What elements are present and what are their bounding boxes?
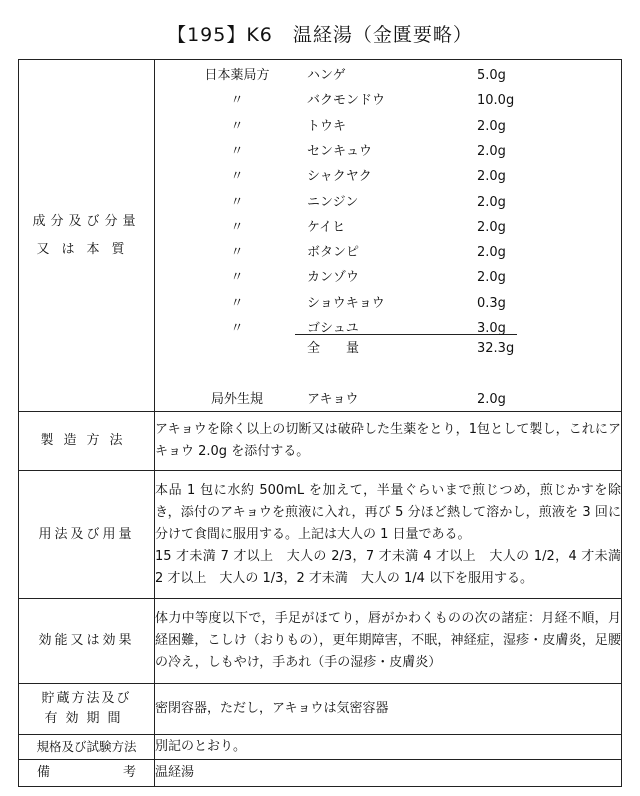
ingredient-name: トウキ <box>307 118 347 134</box>
ingredient-amount: 10.0g <box>477 93 515 109</box>
ingredient-source: 〃 <box>230 169 244 185</box>
efficacy-label: 効能又は効果 <box>19 599 155 684</box>
ingredient-name: シャクヤク <box>307 169 372 185</box>
ingredient-source: 〃 <box>230 295 244 311</box>
ingredient-row <box>155 217 595 241</box>
ingredient-amount: 2.0g <box>477 194 506 210</box>
ingredient-source: 〃 <box>230 118 244 134</box>
ingredient-row <box>155 242 595 266</box>
ingredient-amount: 2.0g <box>477 169 506 185</box>
spec-text: 別記のとおり。 <box>155 735 622 760</box>
ingredient-row <box>155 141 595 165</box>
ingredient-amount: 5.0g <box>477 68 506 83</box>
composition-label-line2: 又は本質 <box>36 241 137 257</box>
manufacturing-text: アキョウを除く以上の切断又は破砕した生薬をとり，1包として製し，これにアキョウ 2.0g を添付する。 <box>155 412 622 471</box>
ingredient-amount: 2.0g <box>477 143 506 159</box>
ingredient-amount: 32.3g <box>477 341 515 356</box>
ingredient-source: 局外生規 <box>210 392 263 407</box>
ingredient-row <box>155 293 595 317</box>
composition-label <box>19 60 155 412</box>
ingredient-name: ゴシュユ <box>307 321 359 336</box>
ingredient-amount: 2.0g <box>477 392 506 407</box>
storage-label-line1: 貯蔵方法及び <box>41 691 132 706</box>
monograph-table <box>18 59 622 787</box>
ingredient-source: 〃 <box>230 93 244 109</box>
remarks-label: 備 考 <box>19 760 155 787</box>
ingredient-name: ケイヒ <box>307 219 346 235</box>
ingredient-name: 全 量 <box>307 341 360 356</box>
ingredient-amount: 2.0g <box>477 118 506 134</box>
ingredient-row <box>155 90 595 114</box>
ingredient-list <box>155 63 621 408</box>
spec-label: 規格及び試験方法 <box>19 735 155 760</box>
ingredient-row <box>155 116 595 140</box>
ingredient-name: ニンジン <box>307 194 359 210</box>
efficacy-row <box>19 599 622 684</box>
ingredient-row <box>155 267 595 291</box>
ingredient-source: 〃 <box>230 321 244 336</box>
storage-text: 密閉容器，ただし，アキョウは気密容器 <box>155 684 622 735</box>
ingredient-amount: 2.0g <box>477 219 506 235</box>
dosage-value <box>155 471 622 599</box>
ingredient-row <box>155 192 595 216</box>
remarks-text: 温経湯 <box>155 760 622 787</box>
ingredient-name: ショウキョウ <box>307 295 385 311</box>
ingredient-name: センキュウ <box>307 143 373 159</box>
ingredient-source: 日本薬局方 <box>204 68 270 83</box>
dosage-text-2: 15 才未満 7 才以上 大人の 2/3，7 才未満 4 才以上 大人の 1/2，4 才未満 2 才以上 大人の 1/3，2 才未満 大人の 1/4 以下を服用する。 <box>155 548 621 586</box>
dosage-label: 用法及び用量 <box>19 471 155 599</box>
ingredient-source: 〃 <box>230 245 244 261</box>
manufacturing-row <box>19 412 622 471</box>
total-row <box>155 338 595 362</box>
ingredient-source: 〃 <box>230 194 244 210</box>
ingredient-amount: 2.0g <box>477 245 506 261</box>
dosage-text-1: 本品 1 包に水約 500mL を加えて，半量ぐらいまで煎じつめ，煎じかすを除き，添付のアキョウを煎液に入れ，再び 5 分ほど熱して溶かし，煎液を 3 回に分けて食間に服用する。上記は大人の 1 日量である。 <box>155 482 621 542</box>
efficacy-text: 体力中等度以下で，手足がほてり，唇がかわくものの次の諸症：月経不順，月経困難，こしけ（おりもの），更年期障害，不眠，神経症，湿疹・皮膚炎，足腰の冷え，しもやけ，手あれ（手の湿疹・皮膚炎） <box>155 599 622 684</box>
composition-row <box>19 60 622 412</box>
spec-row <box>19 735 622 760</box>
manufacturing-label: 製造方法 <box>19 412 155 471</box>
ingredient-name: ボタンピ <box>307 245 360 261</box>
ingredient-amount: 3.0g <box>477 321 506 336</box>
ingredient-row <box>155 166 595 190</box>
dosage-row <box>19 471 622 599</box>
storage-row <box>19 684 622 735</box>
ingredient-source: 〃 <box>230 270 244 286</box>
ingredient-source: 〃 <box>230 219 244 235</box>
ingredient-amount: 2.0g <box>477 270 506 286</box>
composition-value <box>155 60 622 412</box>
storage-label-line2: 有効期間 <box>44 711 129 726</box>
ingredient-name: バクモンドウ <box>307 93 386 109</box>
extra-ingredient-row <box>155 389 595 413</box>
ingredient-name: カンゾウ <box>307 270 360 286</box>
remarks-row <box>19 760 622 787</box>
composition-label-line1: 成分及び分量 <box>32 213 141 229</box>
ingredient-row <box>155 65 595 89</box>
ingredient-name: アキョウ <box>307 392 359 407</box>
ingredient-name: ハンゲ <box>307 68 346 83</box>
ingredient-amount: 0.3g <box>477 295 506 311</box>
storage-label <box>19 684 155 735</box>
page-title: 【195】K6 温経湯（金匱要略） <box>167 24 473 46</box>
ingredient-source: 〃 <box>230 143 244 159</box>
